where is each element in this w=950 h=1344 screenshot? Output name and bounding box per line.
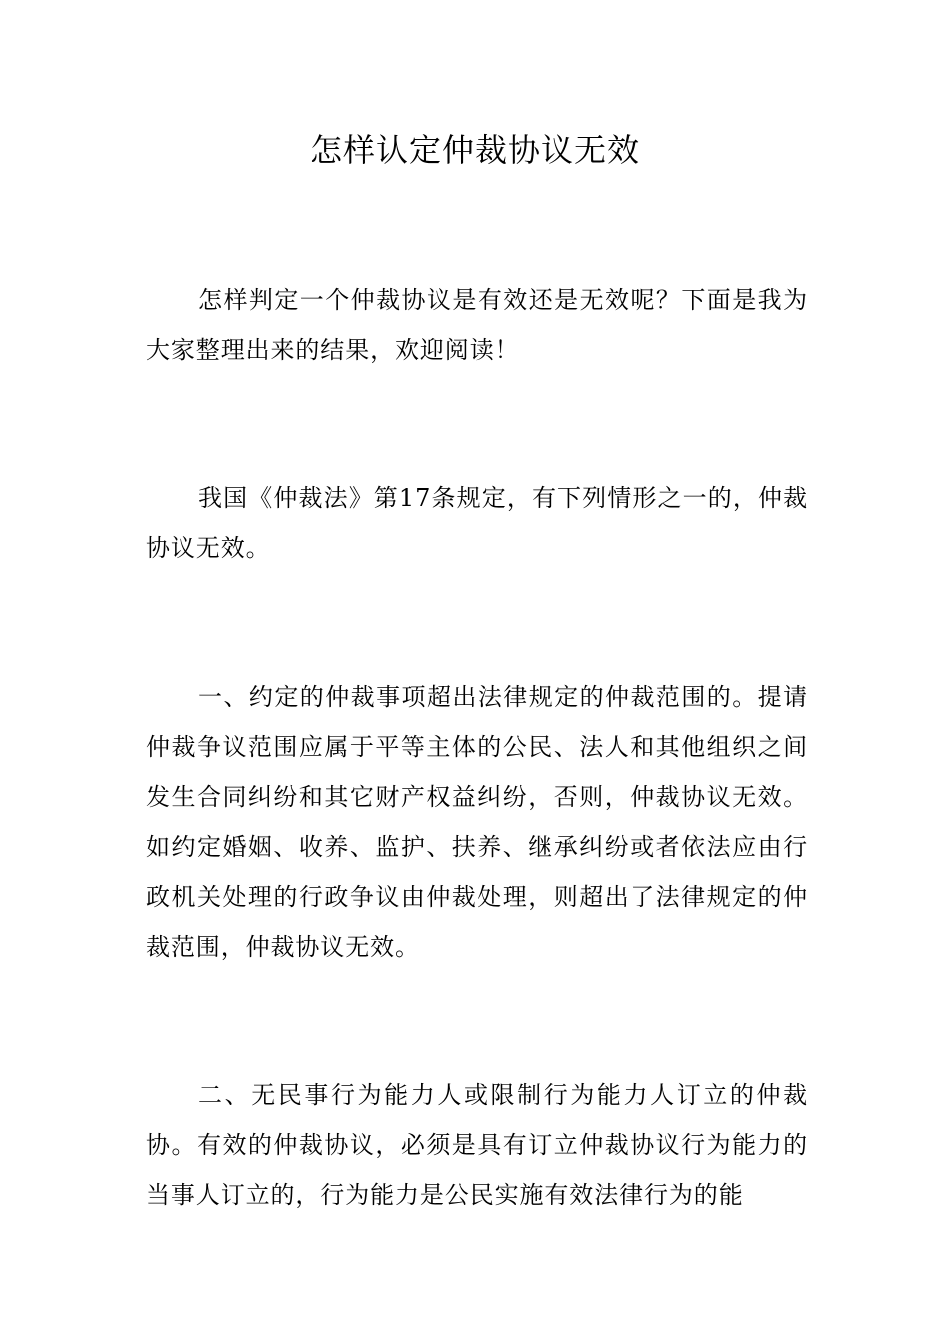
document-title: 怎样认定仲裁协议无效 [309, 131, 640, 169]
paragraph-intro: 怎样判定一个仲裁协议是有效还是无效呢？下面是我为大家整理出来的结果，欢迎阅读！ [146, 286, 808, 364]
paragraph-item-two: 二、无民事行为能力人或限制行为能力人订立的仲裁协。有效的仲裁协议，必须是具有订立仲裁协议行为能力的当事人订立的，行为能力是公民实施有效法律行为的能 [146, 1081, 808, 1209]
paragraph-law-reference: 我国《仲裁法》第17条规定，有下列情形之一的，仲裁协议无效。 [146, 484, 808, 562]
paragraph-item-one: 一、约定的仲裁事项超出法律规定的仲裁范围的。提请仲裁争议范围应属于平等主体的公民、法人和其他组织之间发生合同纠纷和其它财产权益纠纷，否则，仲裁协议无效。如约定婚姻、收养、监护、扶养、继承纠纷或者依法应由行政机关处理的行政争议由仲裁处理，则超出了法律规定的仲裁范围，仲裁协议无效。 [146, 683, 808, 961]
